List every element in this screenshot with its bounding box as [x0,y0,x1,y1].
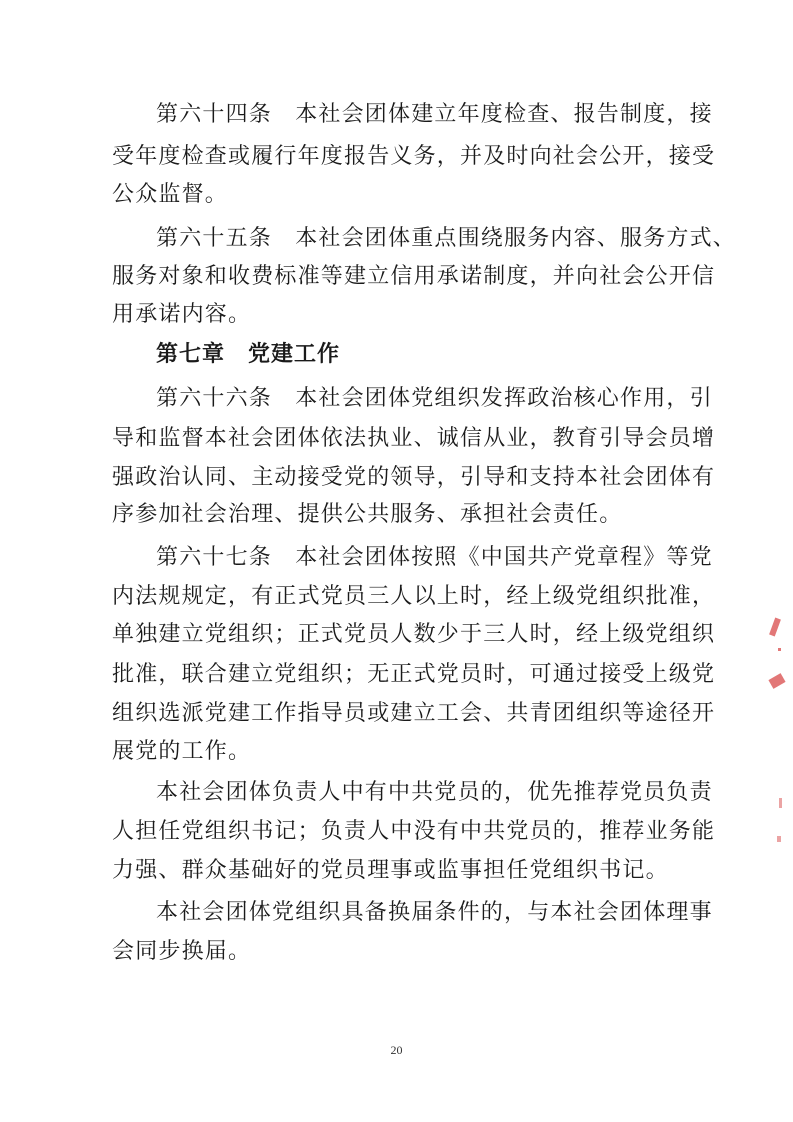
paragraph-secretary-line-1: 本社会团体负责人中有中共党员的，优先推荐党员负责 [156,780,713,805]
paragraph-secretary-line-2: 人担任党组织书记；负责人中没有中共党员的，推荐业务能 [112,819,716,844]
article-66-line-2: 导和监督本社会团体依法执业、诚信从业，教育引导会员增 [112,426,716,451]
article-66-line-1: 第六十六条 本社会团体党组织发挥政治核心作用，引 [156,386,713,411]
paragraph-election-line-1: 本社会团体党组织具备换届条件的，与本社会团体理事 [156,900,713,925]
article-67-line-1: 第六十七条 本社会团体按照《中国共产党章程》等党 [156,545,713,570]
seal-fragment-3 [768,673,785,689]
article-66-line-3: 强政治认同、主动接受党的领导，引导和支持本社会团体有 [112,465,716,490]
article-65-line-3: 用承诺内容。 [112,302,252,327]
article-65-line-1: 第六十五条 本社会团体重点围绕服务内容、服务方式、 [156,226,737,251]
article-64-line-1: 第六十四条 本社会团体建立年度检查、报告制度，接 [156,102,713,127]
article-67-line-2: 内法规规定，有正式党员三人以上时，经上级党组织批准， [112,584,716,609]
paragraph-election-line-2: 会同步换届。 [112,939,252,964]
page-number: 20 [390,1043,403,1057]
article-64-line-3: 公众监督。 [112,182,229,207]
article-67-line-4: 批准，联合建立党组织；无正式党员时，可通过接受上级党 [112,662,716,687]
chapter-7-heading: 第七章 党建工作 [156,342,341,367]
seal-fragment-5 [777,836,781,842]
article-66-line-4: 序参加社会治理、提供公共服务、承担社会责任。 [112,502,623,527]
article-67-line-5: 组织选派党建工作指导员或建立工会、共青团组织等途径开 [112,701,716,726]
article-67-line-3: 单独建立党组织；正式党员人数少于三人时，经上级党组织 [112,622,716,647]
article-64-line-2: 受年度检查或履行年度报告义务，并及时向社会公开，接受 [112,144,716,169]
paragraph-secretary-line-3: 力强、群众基础好的党员理事或监事担任党组织书记。 [112,858,669,883]
seal-fragment-1 [769,618,781,637]
seal-fragment-2 [778,648,781,651]
article-67-line-6: 展党的工作。 [112,739,252,764]
seal-fragment-4 [779,798,782,808]
article-65-line-2: 服务对象和收费标准等建立信用承诺制度，并向社会公开信 [112,264,716,289]
